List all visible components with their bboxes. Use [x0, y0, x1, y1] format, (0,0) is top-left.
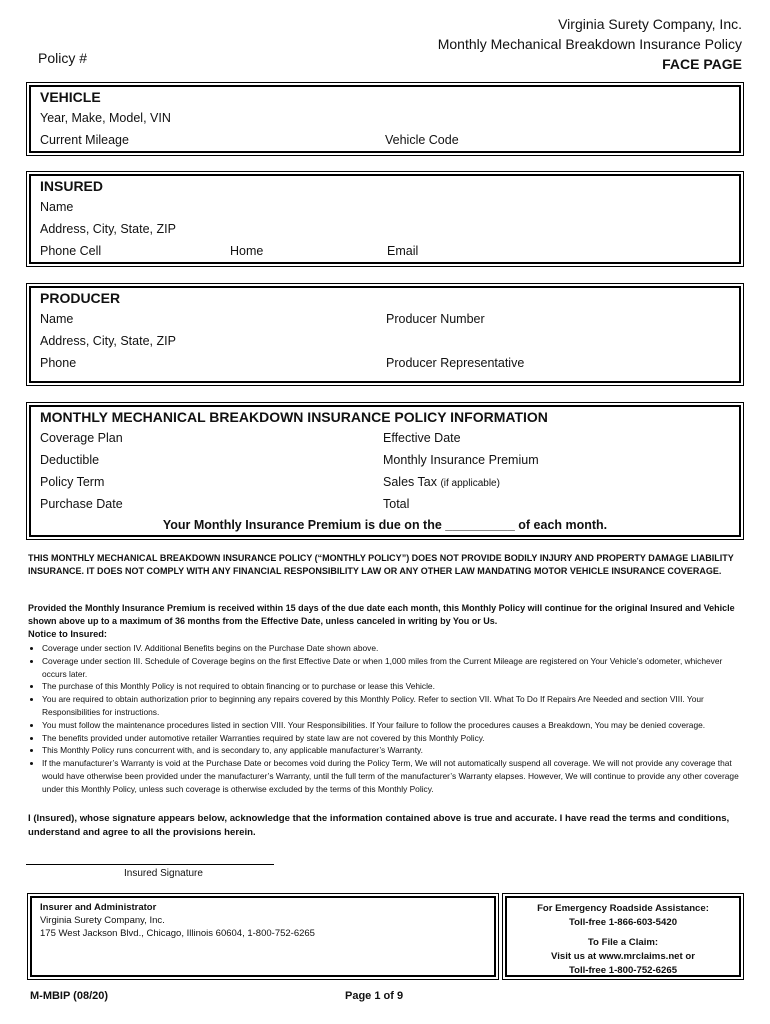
- list-item: • This Monthly Policy runs concurrent with, and is secondary to, any applicable manufacturer’s Warranty.: [42, 744, 744, 757]
- insurer-title: Insurer and Administrator: [40, 902, 157, 913]
- deductible-label: Deductible: [40, 453, 100, 467]
- producer-title: PRODUCER: [40, 290, 121, 306]
- effective-date-label: Effective Date: [383, 431, 461, 445]
- continuation-notice: Provided the Monthly Insurance Premium is received within 15 days of the due date each month, this Monthly Policy will continue for the original Insured and Vehicle shown above up to a maximum of 36 months from the Effective Date, unless canceled in writing by You or Us.: [28, 603, 735, 626]
- insured-phone-label: Phone Cell: [40, 244, 102, 258]
- insured-home-label: Home: [230, 244, 264, 258]
- sales-tax-note: (if applicable): [440, 478, 500, 489]
- roadside-label: For Emergency Roadside Assistance:: [537, 903, 709, 914]
- policy-name: Monthly Mechanical Breakdown Insurance Policy: [437, 36, 742, 52]
- signature-line: [26, 864, 274, 865]
- insured-section: [26, 171, 744, 267]
- sales-tax-label: [383, 475, 500, 489]
- vehicle-section: [26, 82, 744, 156]
- producer-rep-label: Producer Representative: [386, 356, 525, 370]
- list-item: • Coverage under section IV. Additional Benefits begins on the Purchase Date shown above.: [42, 642, 744, 655]
- notice-title: Notice to Insured:: [28, 629, 108, 639]
- liability-disclaimer: THIS MONTHLY MECHANICAL BREAKDOWN INSURANCE POLICY (“MONTHLY POLICY”) DOES NOT PROVIDE BODILY INJURY AND PROPERTY DAMAGE LIABILITY INSURANCE. IT DOES NOT COMPLY WITH ANY FINANCIAL RESPONSIBILITY LAW OR ANY OTHER LAW MANDATING MOTOR VEHICLE INSURANCE COVERAGE.: [28, 553, 734, 576]
- insured-email-label: Email: [387, 244, 419, 258]
- vehicle-title: VEHICLE: [40, 89, 101, 105]
- insured-title: INSURED: [40, 178, 104, 194]
- premium-due-line: Your Monthly Insurance Premium is due on the __________ of each month.: [162, 518, 608, 532]
- sales-tax-text: Sales Tax: [383, 475, 437, 489]
- claim-website: Visit us at www.mrclaims.net or: [551, 951, 695, 962]
- insurer-address: 175 West Jackson Blvd., Chicago, Illinois 60604, 1-800-752-6265: [40, 928, 315, 939]
- claim-label: To File a Claim:: [587, 937, 659, 948]
- vehicle-year-make-label: Year, Make, Model, VIN: [40, 111, 171, 125]
- face-page-label: FACE PAGE: [662, 56, 742, 72]
- acknowledgement: I (Insured), whose signature appears below, acknowledge that the information contained above is true and accurate. I have read the terms and conditions, understand and agree to all the provisions herein.: [28, 813, 730, 838]
- policy-number-label: Policy #: [38, 50, 88, 66]
- insured-name-label: Name: [40, 200, 74, 214]
- list-item: • You are required to obtain authorization prior to beginning any repairs covered by this Monthly Policy. Refer to section VII. What To Do If Repairs Are Needed and section VIII. Your Responsibilities for instructions.: [42, 693, 744, 719]
- monthly-premium-label: Monthly Insurance Premium: [383, 453, 539, 467]
- insurer-box: [27, 893, 499, 980]
- producer-number-label: Producer Number: [386, 312, 485, 326]
- producer-section: [26, 283, 744, 386]
- list-item: • The purchase of this Monthly Policy is not required to obtain financing or to purchase or lease this Vehicle.: [42, 680, 744, 693]
- producer-name-label: Name: [40, 312, 74, 326]
- claim-phone: Toll-free 1-800-752-6265: [568, 965, 678, 976]
- document-header: [438, 14, 742, 74]
- coverage-plan-label: Coverage Plan: [40, 431, 123, 445]
- insurer-company: Virginia Surety Company, Inc.: [40, 915, 165, 926]
- assistance-box: [502, 893, 744, 980]
- policy-info-title: MONTHLY MECHANICAL BREAKDOWN INSURANCE POLICY INFORMATION: [40, 409, 548, 425]
- purchase-date-label: Purchase Date: [40, 497, 123, 511]
- roadside-phone: Toll-free 1-866-603-5420: [568, 917, 678, 928]
- policy-info-section: [26, 402, 744, 540]
- total-label: Total: [383, 497, 410, 511]
- form-code: M-MBIP (08/20): [30, 990, 109, 1002]
- page-number: Page 1 of 9: [345, 990, 404, 1002]
- insured-address-label: Address, City, State, ZIP: [40, 222, 176, 236]
- producer-phone-label: Phone: [40, 356, 77, 370]
- list-item: • Coverage under section III. Schedule of Coverage begins on the first Effective Date or when 1,000 miles from the Current Mileage are registered on Your Vehicle’s odometer, whichever occurs later.: [42, 655, 744, 681]
- signature-label: Insured Signature: [124, 868, 203, 879]
- company-name: Virginia Surety Company, Inc.: [558, 16, 742, 32]
- producer-address-label: Address, City, State, ZIP: [40, 334, 176, 348]
- list-item: • You must follow the maintenance procedures listed in section VIII. Your Responsibilities. If Your failure to follow the procedures causes a Breakdown, You may be denied coverage.: [42, 719, 744, 732]
- vehicle-mileage-label: Current Mileage: [40, 133, 129, 147]
- list-item: • The benefits provided under automotive retailer Warranties required by state law are not covered by this Monthly Policy.: [42, 732, 744, 745]
- list-item: • If the manufacturer’s Warranty is void at the Purchase Date or becomes void during the Policy Term, We will not automatically suspend all coverage. We will not provide any coverage that would have otherwise been provided under the manufacturer’s Warranty, until the full term of the manufacturer’s Warranty elapses. However, We will continue to provide any other coverage under this Monthly Policy, unless such coverage is otherwise excluded by the terms of this Monthly Policy.: [42, 757, 744, 795]
- policy-term-label: Policy Term: [40, 475, 105, 489]
- vehicle-code-label: Vehicle Code: [385, 133, 459, 147]
- notice-bullet-list: [28, 642, 744, 796]
